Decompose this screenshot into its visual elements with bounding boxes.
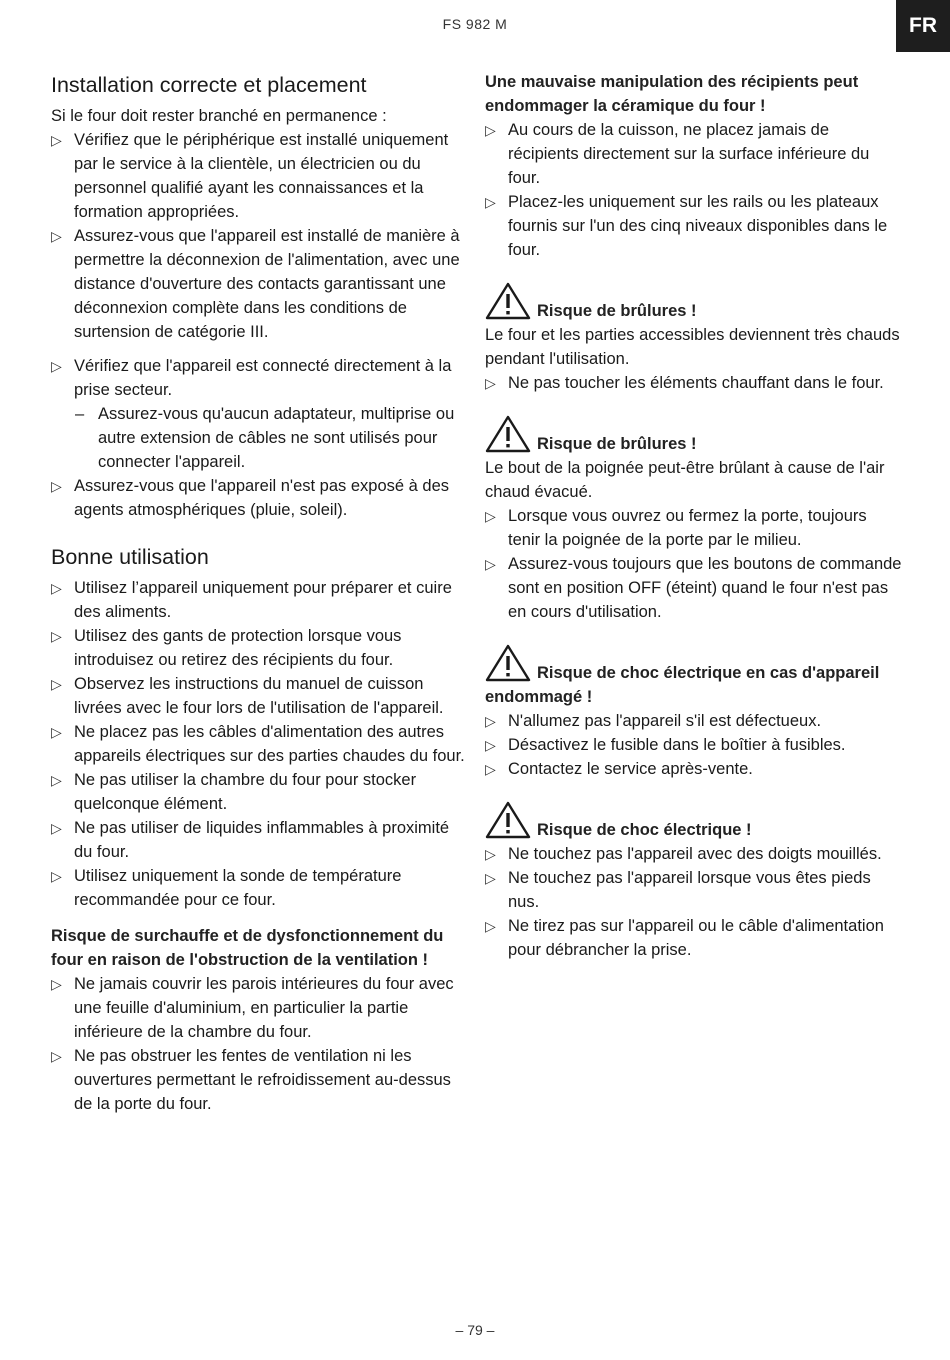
section-title-ventilation: Risque de surchauffe et de dysfonctionnement du four en raison de l'obstruction de la ventilation !	[51, 927, 444, 969]
triangle-right-icon: ▷	[485, 556, 496, 572]
triangle-right-icon: ▷	[485, 713, 496, 729]
list-item: ▷ Désactivez le fusible dans le boîtier à fusibles.	[485, 733, 903, 757]
sub-list-item: – Assurez-vous qu'aucun adaptateur, multiprise ou autre extension de câbles ne sont utilisés pour connecter l'appareil.	[75, 402, 469, 474]
warning-block-burn-1	[485, 282, 903, 395]
list-item: ▷ Ne pas utiliser la chambre du four pour stocker quelconque élément.	[51, 768, 469, 816]
triangle-right-icon: ▷	[485, 846, 496, 862]
list-item: ▷ Vérifiez que le périphérique est installé uniquement par le service à la clientèle, un électricien ou du personnel qualifié ayant les connaissances et la formation appropriées.	[51, 128, 469, 224]
warning-triangle-icon	[485, 644, 531, 682]
installation-sublist	[51, 402, 469, 474]
warning-text: Le four et les parties accessibles deviennent très chauds pendant l'utilisation.	[485, 326, 900, 368]
list-item: ▷ Ne touchez pas l'appareil avec des doigts mouillés.	[485, 842, 903, 866]
list-item: ▷ Ne pas obstruer les fentes de ventilation ni les ouvertures permettant le refroidissement au-dessus de la porte du four.	[51, 1044, 469, 1116]
triangle-right-icon: ▷	[485, 194, 496, 210]
warning-triangle-icon	[485, 415, 531, 453]
triangle-right-icon: ▷	[485, 918, 496, 934]
triangle-right-icon: ▷	[485, 122, 496, 138]
dash-icon: –	[75, 405, 85, 423]
triangle-right-icon: ▷	[51, 772, 62, 788]
warning-title: Risque de choc électrique en cas d'appareil endommagé !	[485, 664, 880, 706]
triangle-right-icon: ▷	[485, 761, 496, 777]
usage-list	[51, 576, 469, 912]
triangle-right-icon: ▷	[51, 1048, 62, 1064]
section-intro: Si le four doit rester branché en permanence :	[51, 107, 387, 125]
list-item: ▷ Vérifiez que l'appareil est connecté directement à la prise secteur.	[51, 354, 469, 402]
triangle-right-icon: ▷	[485, 375, 496, 391]
list-item: ▷ Ne pas utiliser de liquides inflammables à proximité du four.	[51, 816, 469, 864]
ventilation-list	[51, 972, 469, 1116]
warning-block-shock	[485, 801, 903, 962]
list-item: ▷ Ne jamais couvrir les parois intérieures du four avec une feuille d'aluminium, en particulier la partie inférieure de la chambre du four.	[51, 972, 469, 1044]
triangle-right-icon: ▷	[51, 478, 62, 494]
warning-triangle-icon	[485, 282, 531, 320]
language-tab: FR	[896, 0, 950, 52]
warning-title: Risque de brûlures !	[537, 435, 697, 453]
warning-text: Le bout de la poignée peut-être brûlant à cause de l'air chaud évacué.	[485, 459, 885, 501]
document-header: FS 982 M	[442, 16, 508, 32]
list-item: ▷ Utilisez l’appareil uniquement pour préparer et cuire des aliments.	[51, 576, 469, 624]
triangle-right-icon: ▷	[51, 132, 62, 148]
containers-list	[485, 118, 903, 262]
triangle-right-icon: ▷	[485, 508, 496, 524]
left-column	[51, 70, 469, 1116]
triangle-right-icon: ▷	[51, 228, 62, 244]
warning-triangle-icon	[485, 801, 531, 839]
triangle-right-icon: ▷	[51, 628, 62, 644]
list-item: ▷ Assurez-vous toujours que les boutons de commande sont en position OFF (éteint) quand le four n'est pas en cours d'utilisation.	[485, 552, 903, 624]
right-column	[485, 70, 903, 962]
page-number: – 79 –	[455, 1322, 495, 1338]
warning-block-shock-damaged	[485, 644, 903, 781]
warning-title: Risque de choc électrique !	[537, 821, 752, 839]
warning-title: Risque de brûlures !	[537, 302, 697, 320]
list-item: ▷ Observez les instructions du manuel de cuisson livrées avec le four lors de l'utilisation de l'appareil.	[51, 672, 469, 720]
list-item: ▷ Ne pas toucher les éléments chauffant dans le four.	[485, 371, 903, 395]
list-item: ▷ Assurez-vous que l'appareil est installé de manière à permettre la déconnexion de l'alimentation, avec une distance d'ouverture des contacts garantissant une déconnexion complète dans les conditions de surtension de catégorie III.	[51, 224, 469, 344]
section-title-usage: Bonne utilisation	[51, 545, 209, 569]
triangle-right-icon: ▷	[51, 358, 62, 374]
list-item: ▷ N'allumez pas l'appareil s'il est défectueux.	[485, 709, 903, 733]
list-item: ▷ Au cours de la cuisson, ne placez jamais de récipients directement sur la surface inférieure du four.	[485, 118, 903, 190]
list-item: ▷ Assurez-vous que l'appareil n'est pas exposé à des agents atmosphériques (pluie, soleil).	[51, 474, 469, 522]
installation-list	[51, 128, 469, 402]
list-item: ▷ Placez-les uniquement sur les rails ou les plateaux fournis sur l'un des cinq niveaux disponibles dans le four.	[485, 190, 903, 262]
triangle-right-icon: ▷	[51, 976, 62, 992]
warning-block-burn-2	[485, 415, 903, 624]
list-item: ▷ Utilisez uniquement la sonde de température recommandée pour ce four.	[51, 864, 469, 912]
list-item: ▷ Ne tirez pas sur l'appareil ou le câble d'alimentation pour débrancher la prise.	[485, 914, 903, 962]
triangle-right-icon: ▷	[51, 820, 62, 836]
triangle-right-icon: ▷	[485, 870, 496, 886]
triangle-right-icon: ▷	[51, 724, 62, 740]
section-title-containers: Une mauvaise manipulation des récipients peut endommager la céramique du four !	[485, 73, 859, 115]
list-item: ▷ Contactez le service après-vente.	[485, 757, 903, 781]
section-title-installation: Installation correcte et placement	[51, 73, 367, 97]
triangle-right-icon: ▷	[51, 868, 62, 884]
list-item: ▷ Utilisez des gants de protection lorsque vous introduisez ou retirez des récipients du four.	[51, 624, 469, 672]
triangle-right-icon: ▷	[485, 737, 496, 753]
triangle-right-icon: ▷	[51, 580, 62, 596]
list-item: ▷ Lorsque vous ouvrez ou fermez la porte, toujours tenir la poignée de la porte par le milieu.	[485, 504, 903, 552]
triangle-right-icon: ▷	[51, 676, 62, 692]
list-item: ▷ Ne touchez pas l'appareil lorsque vous êtes pieds nus.	[485, 866, 903, 914]
list-item: ▷ Ne placez pas les câbles d'alimentation des autres appareils électriques sur des parties chaudes du four.	[51, 720, 469, 768]
